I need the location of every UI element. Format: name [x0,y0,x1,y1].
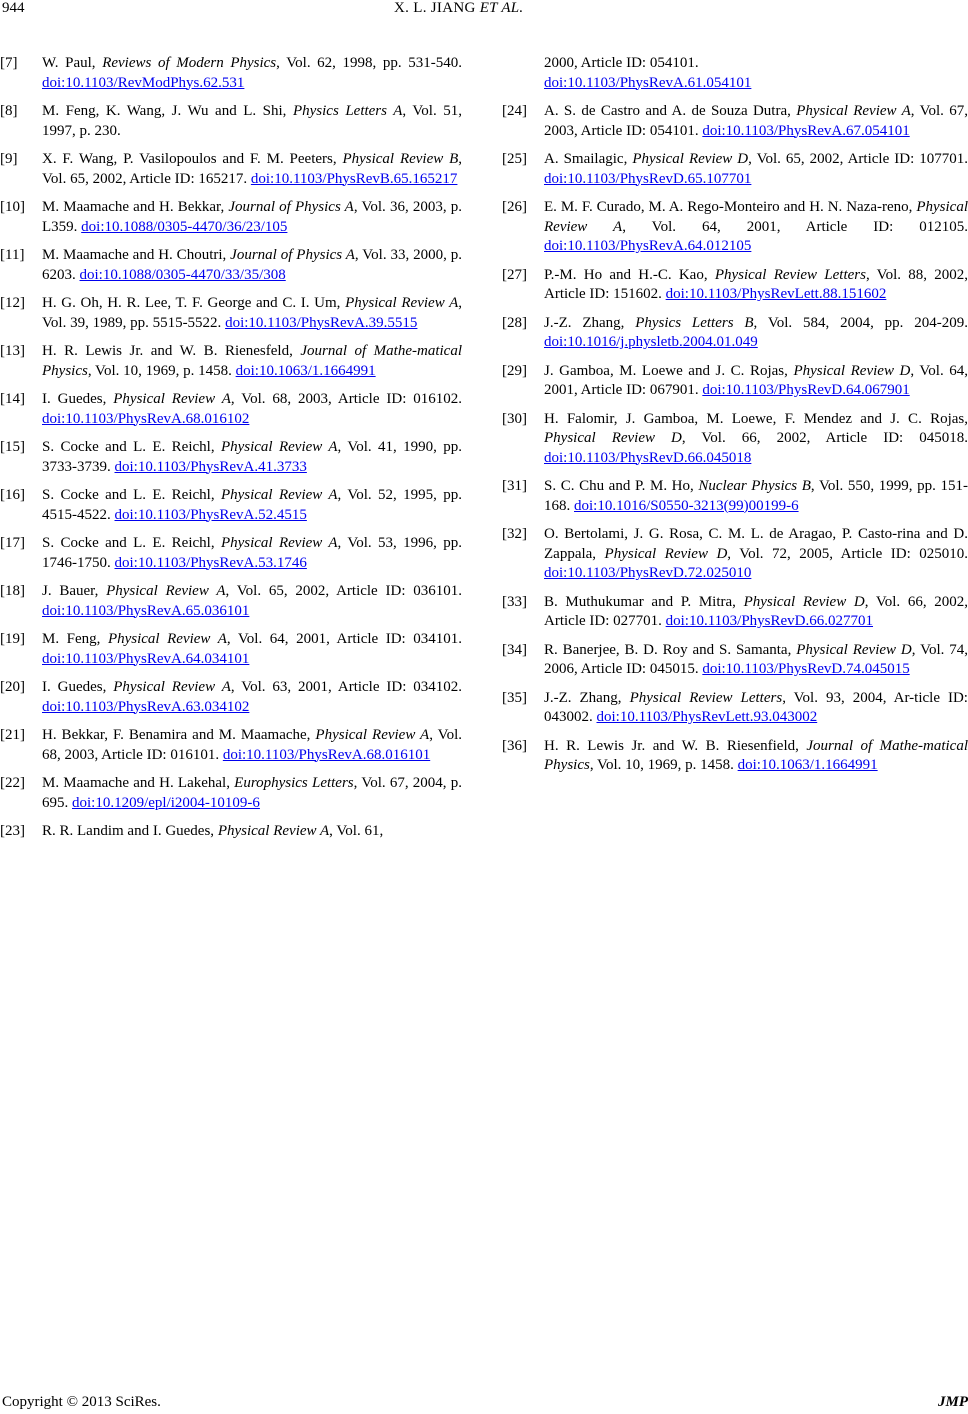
ref-authors: S. C. Chu and P. M. Ho, [544,478,699,494]
ref-number: [20] [0,679,25,695]
ref-number: [11] [0,247,25,263]
ref-body [42,102,462,141]
running-authors: X. L. JIANG [394,0,476,16]
ref-details: , Vol. 66, 2002, Article ID: 027701. [544,593,968,629]
ref-body [544,198,968,257]
ref-body [544,266,968,305]
ref-authors: H. Falomir, J. Gamboa, M. Loewe, F. Mendez and J. C. Rojas, [544,410,968,427]
ref-details: , Vol. 584, 2004, pp. 204-209. [753,314,968,331]
ref-body [42,630,462,669]
reference-15 [0,438,462,477]
ref-authors: H. R. Lewis Jr. and W. B. Riesenfield, [544,737,807,754]
ref-details: , Vol. 41, 1990, pp. 3733-3739. [42,439,463,475]
ref-body [42,150,462,189]
ref-body [42,438,462,477]
ref-journal: Physical Review A [220,535,338,551]
ref-body [544,362,968,401]
ref-body [544,102,968,141]
ref-number: [29] [502,362,527,379]
ref-doi-link[interactable]: doi:10.1103/PhysRevA.39.5515 [225,314,418,331]
ref-authors: A. Smailagic, [544,151,633,167]
ref-body [42,342,462,381]
ref-details: , Vol. 72, 2005, Article ID: 025010. [727,545,968,562]
ref-details: , Vol. 62, 1998, pp. 531-540. [276,55,463,71]
ref-doi-link[interactable]: doi:10.1088/0305-4470/36/23/105 [81,218,288,235]
ref-journal: Physical Review A [217,823,330,839]
ref-authors: J. Gamboa, M. Loewe and J. C. Rojas, [544,362,794,379]
ref-details: , Vol. 33, 2000, p. 6203. [42,247,462,283]
ref-authors: H. Bekkar, F. Benamira and M. Maamache, [42,727,316,743]
ref-doi-link[interactable]: doi:10.1063/1.1664991 [737,757,878,773]
reference-33 [502,593,968,632]
ref-number: [27] [502,266,527,283]
ref-authors: J. Bauer, [42,583,107,599]
reference-23 [0,822,462,842]
ref-journal: Reviews of Modern Physics [102,55,277,71]
reference-30 [502,410,968,469]
journal-abbrev: JMP [938,1394,968,1410]
ref-body [42,486,462,525]
ref-journal: Journal of Mathe-matical Physics [544,737,968,773]
ref-authors: M. Feng, K. Wang, J. Wu and L. Shi, [42,103,293,119]
ref-details: , Vol. 88, 2002, Article ID: 151602. [544,266,968,302]
ref-journal: Physical Review A [796,103,911,119]
reference-17 [0,534,462,573]
ref-body [544,314,968,353]
ref-number: [25] [502,151,527,167]
ref-doi-link[interactable]: doi:10.1103/PhysRevA.52.4515 [114,506,307,523]
references-left-column [0,54,462,851]
ref-details: , Vol. 74, 2006, Article ID: 045015. [544,641,968,677]
ref-doi-link[interactable]: doi:10.1103/PhysRevA.65.036101 [42,602,250,619]
ref-details: , Vol. 68, 2003, Article ID: 016102. [230,391,463,407]
reference-14 [0,390,462,429]
reference-36 [502,737,968,776]
ref-journal: Journal of Mathe-matical Physics [42,343,462,379]
ref-body [544,150,968,189]
ref-body [544,525,968,584]
ref-details: , Vol. 61, [329,823,384,839]
ref-authors: R. R. Landim and I. Guedes, [42,823,218,839]
ref-doi-link[interactable]: doi:10.1103/PhysRevD.64.067901 [702,382,910,398]
ref-body [544,477,968,516]
ref-doi-link[interactable]: doi:10.1103/PhysRevA.68.016102 [42,410,250,427]
ref-details: , Vol. 64, 2001, Article ID: 067901. [544,362,968,398]
ref-journal: Physical Review A [107,631,227,647]
ref-journal: Physical Review A [106,583,226,599]
ref-doi-link[interactable]: doi:10.1103/PhysRevD.72.025010 [544,565,752,581]
ref-authors: M. Feng, [42,631,108,647]
ref-number: [24] [502,103,527,119]
ref-details: , Vol. 66, 2002, Article ID: 045018. [681,430,968,446]
ref-details: , Vol. 67, 2003, Article ID: 054101. [544,103,968,139]
ref-details: , Vol. 39, 1989, pp. 5515-5522. [42,295,462,331]
ref-body [544,593,968,632]
ref-number: [14] [0,391,25,407]
ref-number: [13] [0,343,25,359]
ref-journal: Physical Review B [342,151,459,167]
ref-journal: Physical Review A [220,487,338,503]
ref-doi-link[interactable]: doi:10.1103/PhysRevA.61.054101 [544,74,752,91]
ref-doi-link[interactable]: doi:10.1103/PhysRevB.65.165217 [250,170,458,187]
ref-doi-link[interactable]: doi:10.1103/RevModPhys.62.531 [42,74,245,91]
reference-34 [502,641,968,680]
ref-details: , Vol. 550, 1999, pp. 151-168. [544,478,968,514]
ref-journal: Physical Review D [632,151,749,167]
ref-doi-link[interactable]: doi:10.1016/S0550-3213(99)00199-6 [574,497,799,514]
references-right-column [502,54,968,785]
ref-details: , Vol. 65, 2002, Article ID: 036101. [225,583,463,599]
ref-body [544,737,968,776]
ref-journal: Physical Review A [113,679,231,695]
ref-details: , Vol. 51, 1997, p. 230. [42,103,463,139]
ref-number: [31] [502,478,527,494]
page-header [0,0,968,24]
ref-journal: Journal of Physics A [230,247,355,263]
reference-10 [0,198,462,237]
ref-details: 2000, Article ID: 054101. [544,55,699,71]
ref-body [544,689,968,728]
ref-number: [18] [0,583,25,599]
ref-authors: J.-Z. Zhang, [544,314,636,331]
ref-details: , Vol. 63, 2001, Article ID: 034102. [230,679,463,695]
ref-number: [23] [0,823,25,839]
ref-authors: I. Guedes, [42,679,114,695]
ref-journal: Physical Review D [743,593,865,610]
ref-authors: S. Cocke and L. E. Reichl, [42,535,221,551]
ref-journal: Physical Review D [604,545,728,562]
ref-number: [30] [502,410,527,427]
ref-authors: B. Muthukumar and P. Mitra, [544,593,744,610]
ref-number: [34] [502,641,527,658]
reference-20 [0,678,462,717]
ref-details: , Vol. 64, 2001, Article ID: 012105. [622,218,968,235]
ref-journal: Europhysics Letters [234,775,354,791]
reference-19 [0,630,462,669]
ref-doi-link[interactable]: doi:10.1016/j.physletb.2004.01.049 [544,334,758,350]
ref-doi-link[interactable]: doi:10.1103/PhysRevD.74.045015 [702,661,910,677]
ref-authors: A. S. de Castro and A. de Souza Dutra, [544,103,797,119]
ref-journal: Physical Review A [544,199,968,235]
reference-13 [0,342,462,381]
reference-22 [0,774,462,813]
ref-authors: J.-Z. Zhang, [544,689,630,706]
reference-11 [0,246,462,285]
ref-body [42,534,462,573]
reference-31 [502,477,968,516]
ref-body [42,390,462,429]
ref-journal: Physical Review Letters [714,266,866,283]
ref-number: [21] [0,727,25,743]
ref-number: [19] [0,631,25,647]
reference-16 [0,486,462,525]
ref-body [42,774,462,813]
ref-journal: Physical Review D [793,362,911,379]
ref-number: [26] [502,199,527,215]
ref-number: [16] [0,487,25,503]
ref-authors: M. Maamache and H. Bekkar, [42,199,229,215]
ref-number: [32] [502,526,527,542]
ref-journal: Physical Review Letters [629,689,783,706]
ref-authors: P.-M. Ho and H.-C. Kao, [544,266,715,283]
ref-number: [33] [502,593,527,610]
ref-number: [8] [0,103,18,119]
page-footer [0,1394,968,1414]
ref-journal: Nuclear Physics B [698,478,811,494]
ref-number: [12] [0,295,25,311]
ref-journal: Physics Letters A [292,103,403,119]
reference-25 [502,150,968,189]
ref-number: [28] [502,314,527,331]
reference-8 [0,102,462,141]
ref-doi-link[interactable]: doi:10.1103/PhysRevA.41.3733 [114,458,307,475]
ref-number: [17] [0,535,25,551]
ref-authors: H. R. Lewis Jr. and W. B. Rienesfeld, [42,343,301,359]
reference-9 [0,150,462,189]
ref-details: , Vol. 65, 2002, Article ID: 107701. [748,151,968,167]
page-number: 944 [2,0,25,16]
ref-details: , Vol. 68, 2003, Article ID: 016101. [42,727,462,763]
ref-authors: S. Cocke and L. E. Reichl, [42,487,221,503]
reference-28 [502,314,968,353]
reference-12 [0,294,462,333]
ref-authors: S. Cocke and L. E. Reichl, [42,439,221,455]
reference-32 [502,525,968,584]
ref-journal: Physical Review A [345,295,459,311]
ref-doi-link[interactable]: doi:10.1103/PhysRevA.68.016101 [222,746,431,763]
ref-doi-link[interactable]: doi:10.1088/0305-4470/33/35/308 [79,266,286,283]
ref-number: [35] [502,689,527,706]
reference-35 [502,689,968,728]
reference-21 [0,726,462,765]
copyright-notice: Copyright © 2013 SciRes. [2,1394,161,1410]
ref-details: , Vol. 93, 2004, Ar-ticle ID: 043002. [544,689,968,725]
ref-details: , Vol. 67, 2004, p. 695. [42,775,462,811]
ref-body [42,198,462,237]
ref-doi-link[interactable]: doi:10.1103/PhysRevLett.93.043002 [596,709,818,725]
ref-authors: E. M. F. Curado, M. A. Rego-Monteiro and H. N. Naza-reno, [544,199,917,215]
ref-body [42,822,462,842]
ref-authors: H. G. Oh, H. R. Lee, T. F. George and C. I. Um, [42,295,346,311]
ref-doi-link[interactable]: doi:10.1103/PhysRevA.64.012105 [544,238,752,254]
ref-doi-link[interactable]: doi:10.1063/1.1664991 [235,362,376,379]
ref-doi-link[interactable]: doi:10.1103/PhysRevA.67.054101 [702,122,910,139]
ref-details: , Vol. 53, 1996, pp. 1746-1750. [42,535,463,571]
ref-authors: R. Banerjee, B. D. Roy and S. Samanta, [544,641,797,658]
reference-23-continuation [544,54,968,93]
ref-doi-link[interactable]: doi:10.1103/PhysRevD.66.045018 [544,449,752,466]
ref-body [42,294,462,333]
ref-details: , Vol. 64, 2001, Article ID: 034101. [226,631,463,647]
reference-26 [502,198,968,257]
ref-journal: Physical Review A [220,439,338,455]
ref-doi-link[interactable]: doi:10.1103/PhysRevLett.88.151602 [665,286,887,302]
ref-journal: Physical Review A [113,391,231,407]
ref-details: , Vol. 10, 1969, p. 1458. [589,757,738,773]
ref-body [42,54,462,93]
ref-journal: Journal of Physics A [228,199,354,215]
ref-authors: X. F. Wang, P. Vasilopoulos and F. M. Peeters, [42,151,343,167]
ref-journal: Physical Review D [544,430,682,446]
ref-details: , Vol. 52, 1995, pp. 4515-4522. [42,487,463,523]
ref-authors: I. Guedes, [42,391,114,407]
ref-number: [10] [0,199,25,215]
ref-doi-link[interactable]: doi:10.1103/PhysRevA.63.034102 [42,698,250,715]
reference-24 [502,102,968,141]
ref-authors: M. Maamache and H. Choutri, [42,247,231,263]
reference-27 [502,266,968,305]
ref-doi-link[interactable]: doi:10.1103/PhysRevD.65.107701 [544,170,752,187]
ref-authors: M. Maamache and H. Lakehal, [42,775,235,791]
ref-body [42,678,462,717]
running-title [394,0,523,17]
reference-29 [502,362,968,401]
ref-journal: Physical Review A [315,727,430,743]
ref-body [544,410,968,469]
ref-details: , Vol. 65, 2002, Article ID: 165217. [42,151,462,187]
ref-details: , Vol. 36, 2003, p. L359. [42,199,462,235]
ref-authors: W. Paul, [42,55,103,71]
ref-details: , Vol. 10, 1969, p. 1458. [87,362,236,379]
ref-number: [22] [0,775,25,791]
ref-body [544,641,968,680]
ref-body [42,726,462,765]
ref-journal: Physical Review D [796,641,912,658]
ref-number: [15] [0,439,25,455]
ref-authors: O. Bertolami, J. G. Rosa, C. M. L. de Aragao, P. Casto-rina and D. Zappala, [544,526,968,562]
reference-7 [0,54,462,93]
ref-number: [9] [0,151,18,167]
ref-number: [36] [502,737,527,754]
ref-doi-link[interactable]: doi:10.1103/PhysRevD.66.027701 [665,613,874,629]
ref-doi-link[interactable]: doi:10.1103/PhysRevA.53.1746 [114,554,307,571]
reference-18 [0,582,462,621]
ref-number: [7] [0,55,18,71]
ref-doi-link[interactable]: doi:10.1103/PhysRevA.64.034101 [42,650,250,667]
running-et-al: ET AL. [479,0,524,16]
ref-body [42,582,462,621]
ref-doi-link[interactable]: doi:10.1209/epl/i2004-10109-6 [72,794,260,811]
ref-body [42,246,462,285]
ref-journal: Physics Letters B [635,314,754,331]
